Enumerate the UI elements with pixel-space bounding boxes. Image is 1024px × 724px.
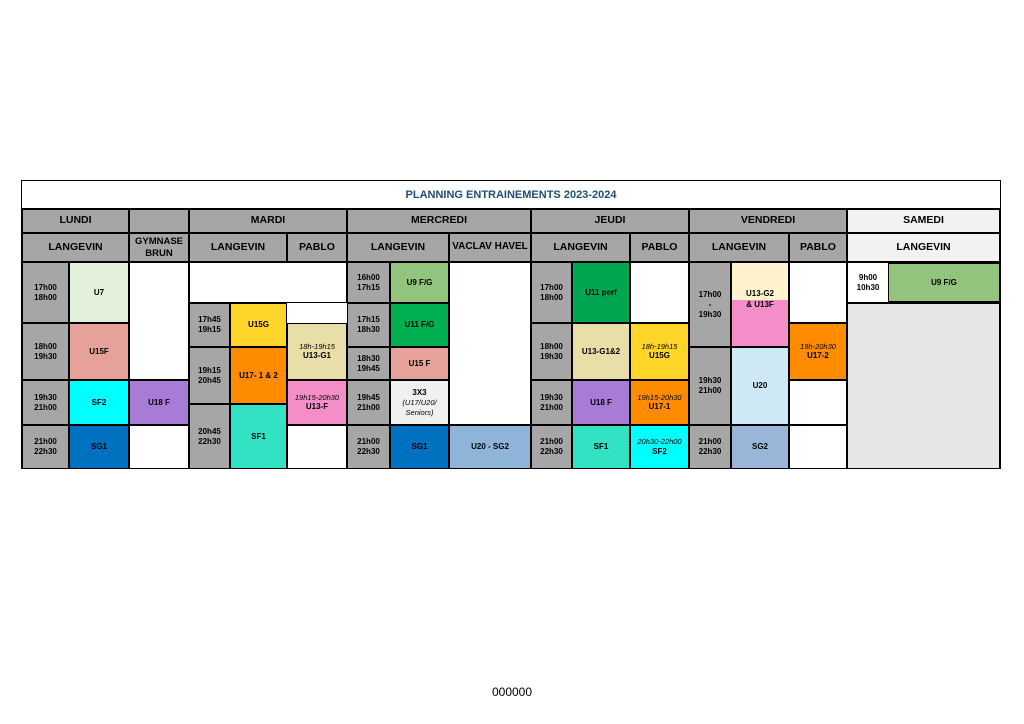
session-label: SF2 — [652, 446, 667, 456]
empty-slot — [129, 262, 189, 380]
time-slot — [347, 425, 390, 469]
session-sg2: SG2 — [731, 425, 789, 469]
empty-slot — [789, 380, 847, 425]
time-end: 22h30 — [357, 447, 380, 456]
session-label: U17-2 — [807, 351, 829, 361]
session-time: 19h15-20h30 — [294, 392, 340, 402]
empty-slot — [630, 262, 689, 323]
time-slot — [347, 380, 390, 425]
time-slot — [689, 262, 731, 347]
session-u17-1 — [630, 380, 689, 425]
time-slot — [22, 262, 69, 323]
time-separator: - — [708, 299, 712, 309]
time-start: 9h00 — [858, 273, 878, 282]
session-u20: U20 — [731, 347, 789, 425]
time-start: 21h00 — [698, 437, 722, 446]
time-end: 21h00 — [357, 402, 380, 412]
empty-slot — [789, 262, 847, 323]
session-u9-fg: U9 F/G — [888, 263, 1000, 302]
time-slot — [189, 347, 230, 404]
session-u11-fg: U11 F/G — [390, 303, 449, 347]
time-start: 18h00 — [540, 341, 563, 351]
session-label: & U13F — [746, 300, 774, 310]
session-sg1: SG1 — [69, 425, 129, 469]
session-u17: U17- 1 & 2 — [230, 347, 287, 404]
day-header-lundi-brun — [129, 209, 189, 233]
time-start: 17h45 — [198, 315, 221, 324]
session-time: 20h30-22h00 — [637, 437, 682, 447]
session-u13-g2-u13f — [731, 262, 789, 347]
session-u13-g1 — [287, 323, 347, 380]
time-start: 21h00 — [357, 437, 380, 446]
empty-area — [847, 303, 1000, 469]
time-start: 17h00 — [698, 289, 722, 299]
venue-header-gymnase-brun — [129, 233, 189, 262]
time-slot — [531, 323, 572, 380]
time-end: 22h30 — [698, 447, 722, 456]
session-time: 19h-20h30 — [800, 341, 836, 351]
session-label: U15G — [649, 351, 670, 361]
venue-header-jeudi-langevin: LANGEVIN — [531, 233, 630, 262]
session-time: 18h-19h15 — [641, 341, 678, 351]
session-u13-g2-top — [732, 263, 788, 300]
time-start: 21h00 — [540, 437, 563, 446]
time-start: 17h00 — [34, 282, 57, 292]
session-sf2: SF2 — [69, 380, 129, 425]
session-u20-sg2: U20 - SG2 — [449, 425, 531, 469]
session-detail: Seniors) — [405, 407, 434, 417]
session-u13-f — [287, 380, 347, 425]
empty-slot — [189, 262, 347, 303]
session-u9-fg: U9 F/G — [390, 262, 449, 303]
time-end: 19h30 — [540, 351, 563, 361]
time-end: 21h00 — [698, 386, 722, 395]
empty-slot — [449, 262, 531, 425]
session-u17-2 — [789, 323, 847, 380]
day-header-vendredi: VENDREDI — [689, 209, 847, 233]
time-slot — [531, 425, 572, 469]
session-sf1: SF1 — [230, 404, 287, 469]
day-divider — [846, 209, 848, 469]
venue-header-vendredi-langevin: LANGEVIN — [689, 233, 789, 262]
time-end: 17h15 — [357, 282, 380, 292]
time-end: 19h15 — [198, 325, 221, 334]
time-end: 21h00 — [34, 402, 57, 412]
time-slot — [689, 347, 731, 425]
session-sg1: SG1 — [390, 425, 449, 469]
time-end: 21h00 — [540, 402, 563, 412]
time-start: 19h45 — [357, 392, 380, 402]
time-slot — [22, 425, 69, 469]
day-header-mercredi: MERCREDI — [347, 209, 531, 233]
empty-slot — [287, 425, 347, 469]
venue-header-jeudi-pablo: PABLO — [630, 233, 689, 262]
time-end: 18h00 — [540, 292, 563, 302]
time-end: 19h30 — [34, 351, 57, 361]
time-slot — [22, 380, 69, 425]
time-start: 17h00 — [540, 282, 563, 292]
day-header-jeudi: JEUDI — [531, 209, 689, 233]
session-u11-perf: U11 perf — [572, 262, 630, 323]
empty-slot — [789, 425, 847, 469]
session-label: 3X3 — [412, 388, 427, 398]
time-start: 19h30 — [698, 376, 722, 385]
time-end: 22h30 — [540, 447, 563, 456]
session-label: U17-1 — [648, 402, 671, 412]
session-u18-f: U18 F — [572, 380, 630, 425]
time-slot — [189, 303, 230, 347]
session-u13f-bottom — [732, 300, 788, 346]
time-slot — [347, 303, 390, 347]
time-slot — [689, 425, 731, 469]
session-label: U13-G2 — [745, 289, 774, 299]
time-end: 19h45 — [357, 363, 380, 373]
time-end: 20h45 — [198, 375, 221, 385]
venue-header-mardi-langevin: LANGEVIN — [189, 233, 287, 262]
time-end: 22h30 — [34, 447, 57, 456]
time-start: 17h15 — [357, 315, 380, 324]
page-title: PLANNING ENTRAINEMENTS 2023-2024 — [22, 181, 1000, 209]
time-start: 19h30 — [34, 392, 57, 402]
venue-header-vendredi-pablo: PABLO — [789, 233, 847, 262]
day-header-samedi: SAMEDI — [847, 209, 1000, 233]
venue-gymnase-line2: BRUN — [145, 247, 173, 259]
day-header-mardi: MARDI — [189, 209, 347, 233]
time-start: 18h00 — [34, 341, 57, 351]
session-label: U13-G1 — [302, 351, 331, 361]
time-slot — [531, 380, 572, 425]
session-detail: (U17/U20/ — [402, 398, 437, 408]
venue-gymnase-line1: GYMNASE — [134, 235, 184, 247]
session-sf1: SF1 — [572, 425, 630, 469]
time-slot — [347, 347, 390, 380]
page-footer: 000000 — [491, 685, 533, 699]
time-end: 18h30 — [357, 325, 380, 334]
time-slot — [848, 264, 888, 302]
time-slot — [531, 262, 572, 323]
session-u15g — [630, 323, 689, 380]
time-end: 22h30 — [198, 436, 221, 446]
time-start: 19h15 — [198, 365, 221, 375]
session-3x3 — [390, 380, 449, 425]
session-u13-g1-2: U13-G1&2 — [572, 323, 630, 380]
time-start: 16h00 — [357, 272, 380, 282]
session-sf2 — [630, 425, 689, 469]
venue-header-mardi-pablo: PABLO — [287, 233, 347, 262]
session-u18f: U18 F — [129, 380, 189, 425]
time-slot — [347, 262, 390, 303]
time-end: 19h30 — [698, 309, 722, 319]
time-start: 18h30 — [357, 353, 380, 363]
venue-header-vaclav-havel: VACLAV HAVEL — [449, 233, 531, 262]
session-u15f: U15F — [69, 323, 129, 380]
time-start: 21h00 — [34, 437, 57, 446]
session-u15g: U15G — [230, 303, 287, 347]
session-label: U13-F — [305, 402, 329, 412]
session-u7: U7 — [69, 262, 129, 323]
venue-header-lundi-langevin: LANGEVIN — [22, 233, 129, 262]
day-header-lundi: LUNDI — [22, 209, 129, 233]
time-start: 19h30 — [540, 392, 563, 402]
time-start: 20h45 — [198, 426, 221, 436]
session-time: 19h15-20h30 — [637, 392, 682, 402]
time-slot — [22, 323, 69, 380]
venue-header-samedi-langevin: LANGEVIN — [847, 233, 1000, 262]
venue-header-mercredi-langevin: LANGEVIN — [347, 233, 449, 262]
time-end: 18h00 — [34, 292, 57, 302]
time-slot — [189, 404, 230, 469]
empty-slot — [129, 425, 189, 469]
session-u15-f: U15 F — [390, 347, 449, 380]
time-end: 10h30 — [856, 283, 880, 292]
session-time: 18h-19h15 — [299, 341, 335, 351]
